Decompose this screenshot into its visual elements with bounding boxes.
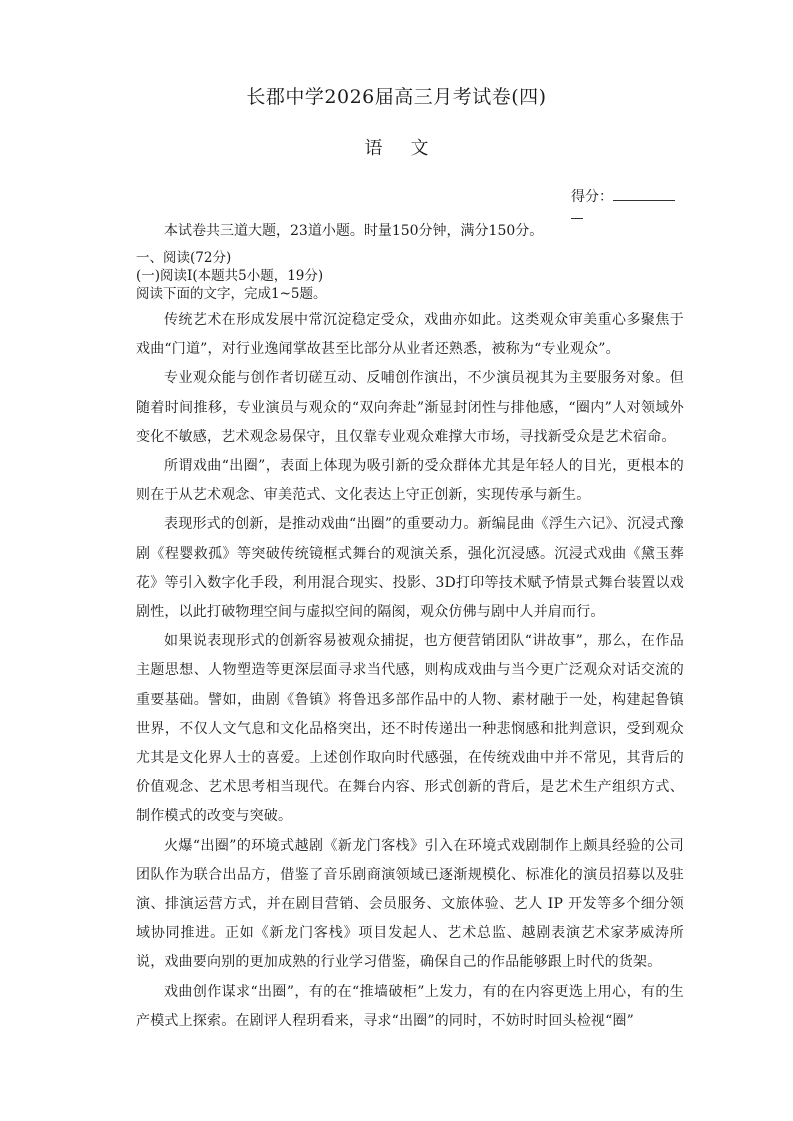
score-blank-continuation [571, 208, 583, 219]
section-headings [136, 249, 684, 303]
passage-paragraph: 表现形式的创新，是推动戏曲“出圈”的重要动力。新编昆曲《浮生六记》、沉浸式豫剧《程婴救孤》等突破传统镜框式舞台的观演关系，强化沉浸感。沉浸式戏曲《黛玉葬花》等引入数字化手段，利用混合现实、投影、3D打印等技术赋予情景式舞台装置以戏剧性，以此打破物理空间与虚拟空间的隔阂，观众仿佛与剧中人并肩而行。 [136, 516, 684, 621]
passage-paragraph: 专业观众能与创作者切磋互动、反哺创作演出，不少演员视其为主要服务对象。但随着时间推移，专业演员与观众的“双向奔赴”渐显封闭性与排他感，“圈内”人对领域外变化不敏感，艺术观念易保守，且仅靠专业观众难撑大市场，寻找新受众是艺术宿命。 [136, 370, 684, 445]
section-subheading: (一)阅读Ⅰ(本题共5小题，19分) [136, 268, 324, 284]
score-field [571, 186, 701, 219]
section-heading: 一、阅读(72分) [136, 250, 232, 266]
exam-intro: 本试卷共三道大题，23道小题。时量150分钟，满分150分。 [164, 223, 544, 239]
score-blank [613, 186, 675, 201]
passage-paragraph: 所谓戏曲“出圈”，表面上体现为吸引新的受众群体尤其是年轻人的目光，更根本的则在于从艺术观念、审美范式、文化表达上守正创新，实现传承与新生。 [136, 458, 684, 504]
score-label: 得分： [571, 189, 613, 205]
passage-paragraph: 火爆“出圈”的环境式越剧《新龙门客栈》引入在环境式戏剧制作上颇具经验的公司团队作为联合出品方，借鉴了音乐剧商演领域已逐渐规模化、标准化的演员招募以及驻演、排演运营方式，并在剧目营销、会员服务、文旅体验、艺人 IP 开发等多个细分领域协同推进。正如《新龙门客栈》项目发起人、艺术总监、越剧表演艺术家茅威涛所说，戏曲要向别的更加成熟的行业学习借鉴，确保自己的作品能够跟上时代的货架。 [136, 837, 684, 971]
subject-title: 语文 [364, 138, 457, 159]
section-instruction: 阅读下面的文字，完成1~5题。 [136, 286, 327, 302]
passage-paragraph: 戏曲创作谋求“出圈”，有的在“推墙破柜”上发力，有的在内容更选上用心，有的生产模式上探索。在剧评人程玥看来，寻求“出圈”的同时，不妨时时回头检视“圈” [136, 983, 684, 1029]
passage-paragraph: 如果说表现形式的创新容易被观众捕捉，也方便营销团队“讲故事”，那么，在作品主题思想、人物塑造等更深层面寻求当代感，则构成戏曲与当今更广泛观众对话交流的重要基础。譬如，曲剧《鲁镇》将鲁迅多部作品中的人物、素材融于一处，构建起鲁镇世界，不仅人文气息和文化品格突出，还不时传递出一种悲悯感和批判意识，受到观众尤其是文化界人士的喜爱。上述创作取向时代感强，在传统戏曲中并不常见，其背后的价值观念、艺术思考相当现代。在舞台内容、形式创新的背后，是艺术生产组织方式、制作模式的改变与突破。 [136, 633, 684, 825]
exam-content [136, 220, 684, 1036]
passage-paragraph: 传统艺术在形成发展中常沉淀稳定受众，戏曲亦如此。这类观众审美重心多聚焦于戏曲“门道”，对行业逸闻掌故甚至比部分从业者还熟悉，被称为“专业观众”。 [136, 312, 684, 358]
exam-title: 长郡中学2026届高三月考试卷(四) [246, 86, 547, 108]
